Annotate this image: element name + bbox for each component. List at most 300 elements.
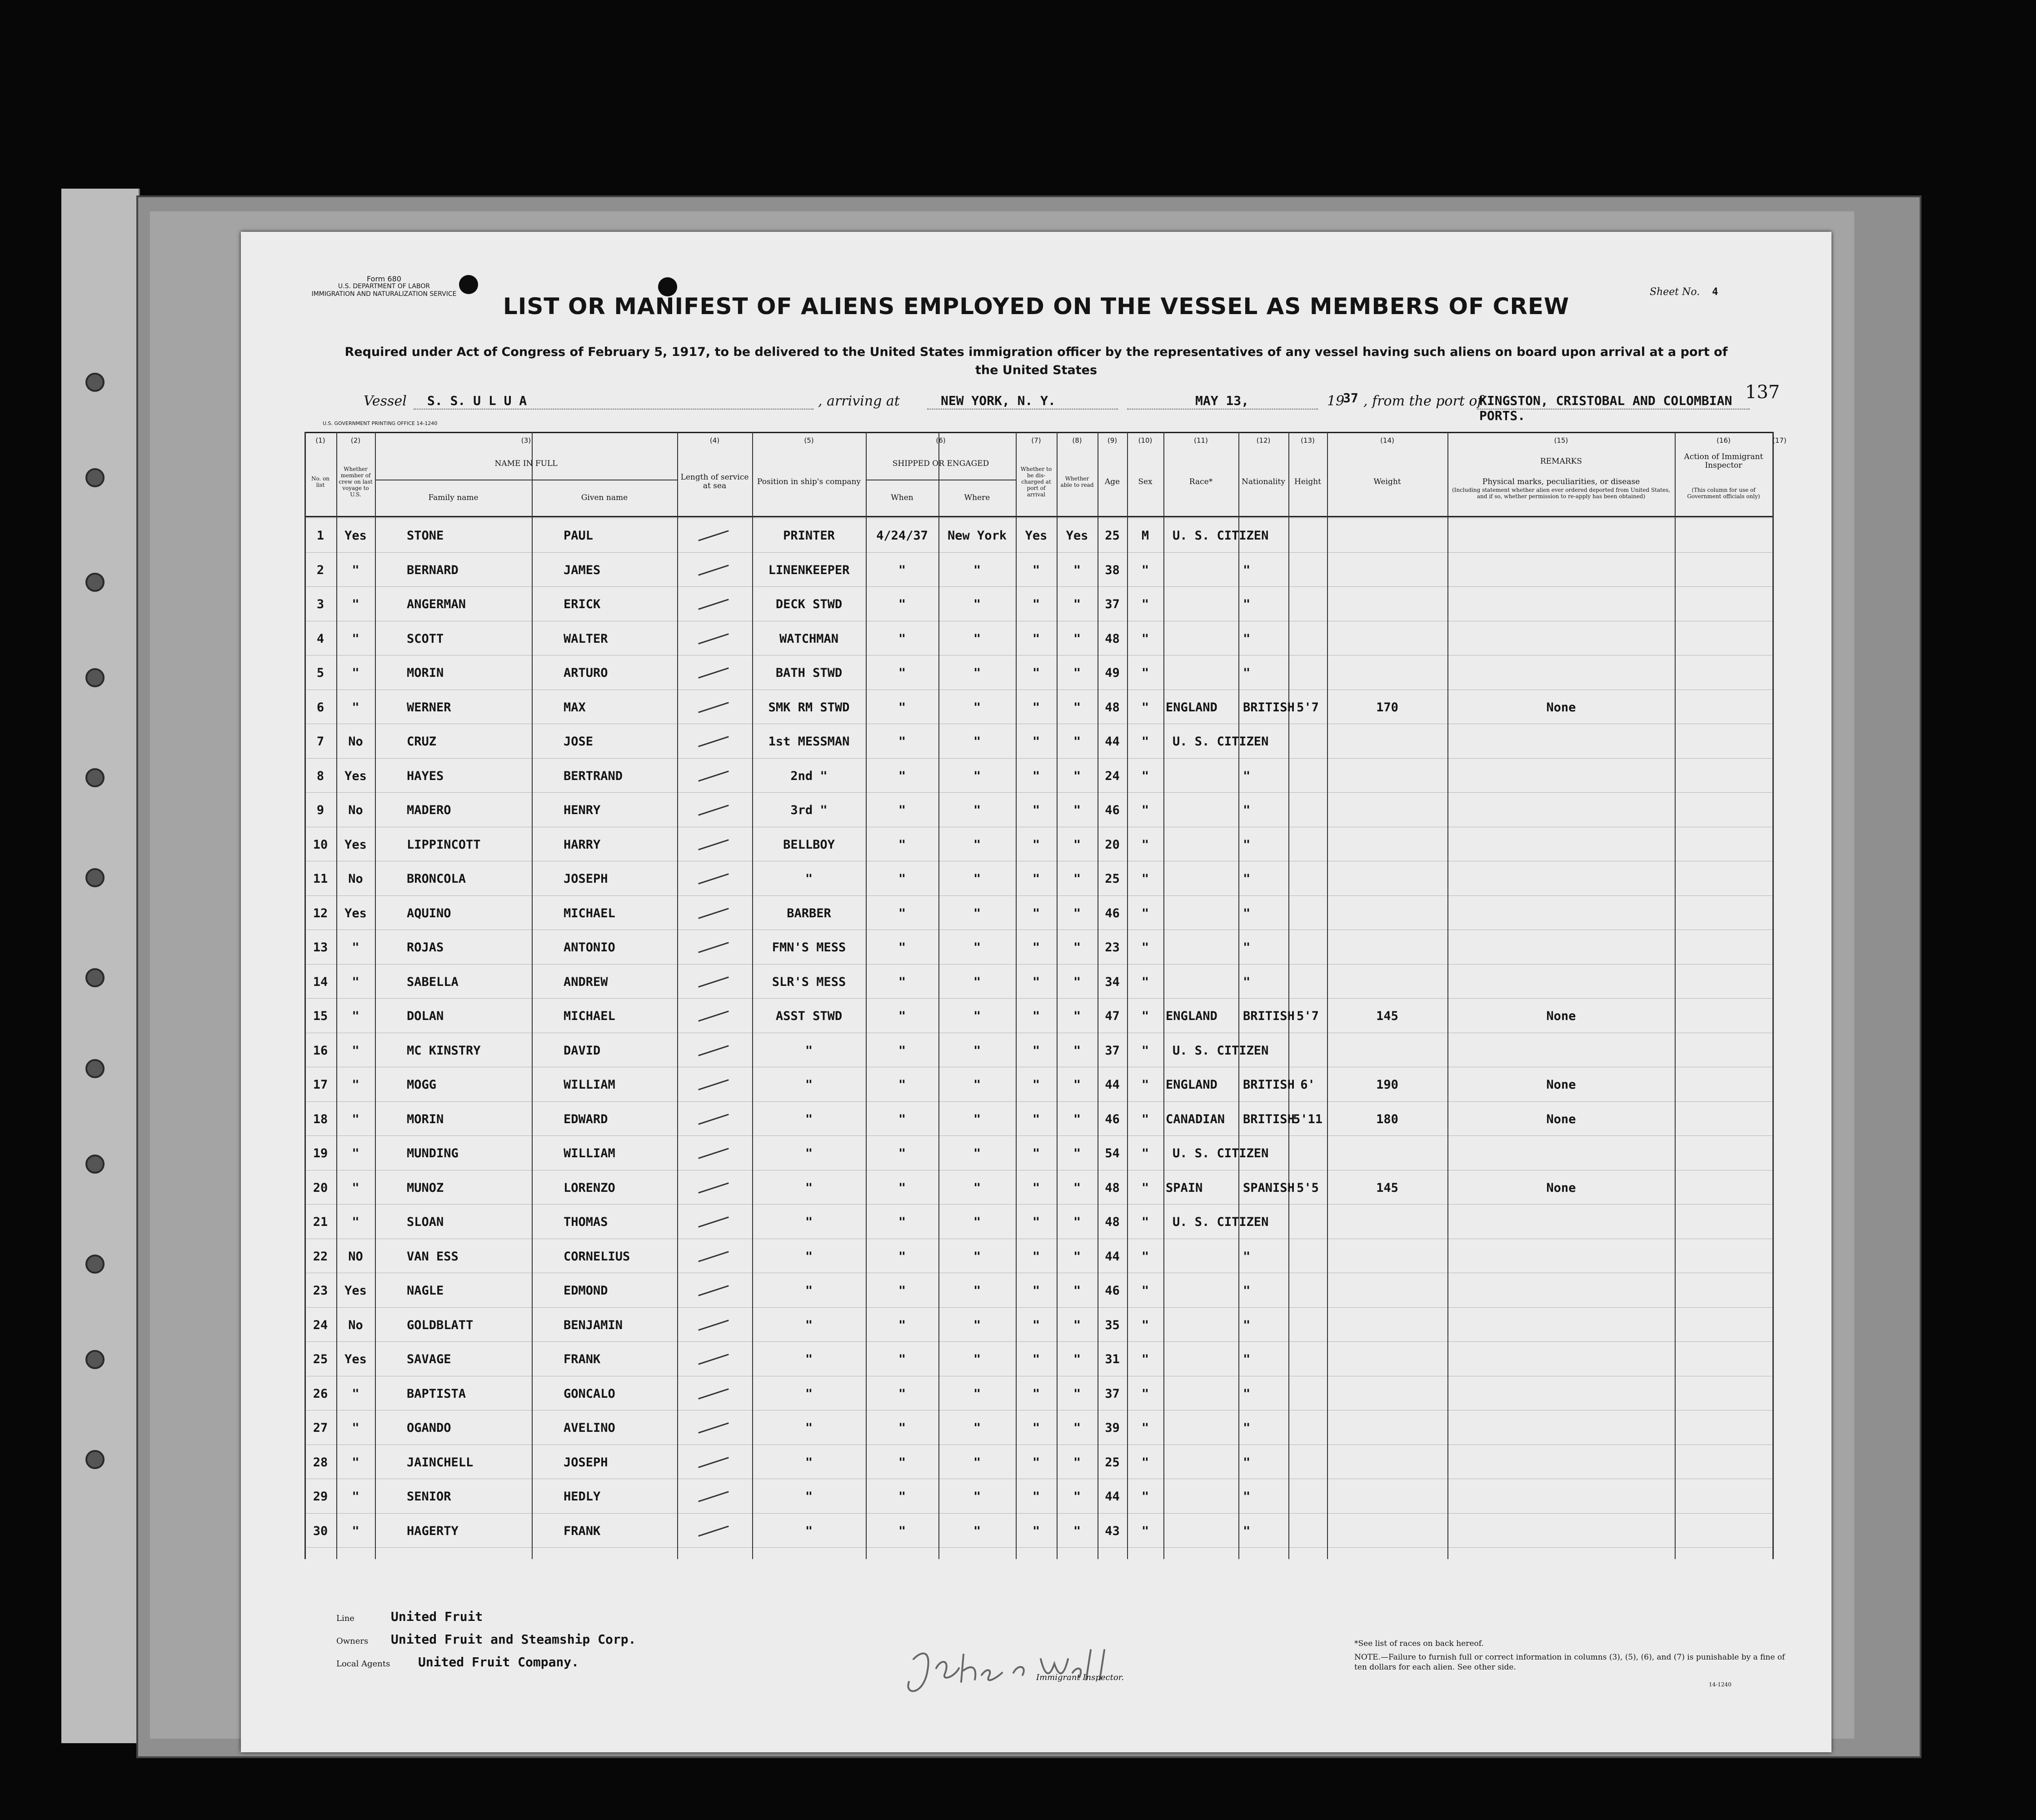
nationality: "	[1243, 563, 1251, 577]
nationality: "	[1243, 940, 1251, 955]
family-name: SCOTT	[407, 631, 444, 646]
row-number: 23	[313, 1284, 328, 1298]
family-name: MUNOZ	[407, 1180, 444, 1195]
crew-table: (1) (2) (3) (4) (5) (6) (7) (8) (9) (10) (11) (12) (13) (14) (15) (16) (17) No. on list Whether member of crew on last voyage to U.S. NAME IN FULL Family name Given name Length of service at sea Position in ship's company SHIPPED OR ENGAGED When Where Whether to be dis-charged at port of arrival Whether able to read Age Sex Race* Nationality Height Weight Physical marks, peculiarities, or disease REMARKS (Including statement whether alien ever ordered deported from United States, and if so, whether permission to re-apply has been obtained) Action of Immigrant Inspector (This column for use of Government officials only) 1 Yes STONE PAUL PRINTER 4/24/37 New York Yes Yes 25 M U. S. CITIZEN 2 " BERNARD JAMES LINENKEEPER " " " " 38 " " 3 " ANGERMAN ERICK DECK STWD " " " " 37 " " 4 " SCOTT WALTER WATCHMAN " " " " 48 " " 5 " MORIN ARTURO BATH STWD " " " " 49 " " 6 " WERNER MAX SMK RM STWD " " " " 48 " ENGLAND BRITISH 5'7 170 None 7 No CRUZ JOSE 1st MESSMAN " " " " 44 " U. S. CITIZEN 8 Yes HAYES BERTRAND 2nd " " " " " 24 " " 9 No MADERO HENRY 3rd " " " " " 46 " " 10 Yes LIPPINCOTT HARRY BELLBOY " " " " 20 " " 11 No BRONCOLA JOSEPH " " " " " 25 " " 12 Yes AQUINO MICHAEL BARBER " " " " 46 " " 13 " ROJAS ANTONIO FMN'S MESS " " " " 23 " " 14 " SABELLA ANDREW SLR'S MESS " " " " 34 " " 15 " DOLAN MICHAEL ASST STWD " " " " 47 " ENGLAND BRITISH 5'7 145 None 16 " MC KINSTRY DAVID " " " " " 37 " U. S. CITIZEN 17 " MOGG WILLIAM " " " " " 44 " ENGLAND BRITISH 6' 190 None 18 " MORIN EDWARD " " " " " 46 " CANADIAN BRITISH 5'11 180 None 19 " MUNDING WILLIAM " " " " " 54 " U. S. CITIZEN 20 " MUNOZ LORENZO " " " " " 48 " SPAIN SPANISH 5'5 145 None 21 " SLOAN THOMAS " " " " " 48 " U. S. CITIZEN 22 NO VAN ESS CORNELIUS " " " " " 44 " " 23 Yes NAGLE EDMOND " " " " " 46 " " 24 No GOLDBLATT BENJAMIN " " " " " 35 " " 25 Yes SAVAGE FRANK " " " " " 31 " " 26 " BAPTISTA GONCALO " " " " " 37 " " 27 " OGANDO AVELINO " " " " " 39 " " 28 " JAINCHELL JOSEPH " " " " " 25 " " 29 " SENIOR HEDLY " " " " " 44 " " 30 " HAGERTY FRANK " " " " " 43 " "	[304, 432, 1772, 1591]
age: 47	[1105, 1009, 1120, 1023]
column-number: (14)	[1380, 436, 1394, 445]
family-name: MOGG	[407, 1078, 437, 1092]
nationality: "	[1243, 1490, 1251, 1504]
able-to-read: "	[1073, 1009, 1081, 1023]
manifest-sheet	[241, 232, 1831, 1752]
nationality: U. S. CITIZEN	[1173, 529, 1269, 543]
shipped-when: "	[898, 631, 906, 646]
position: 3rd "	[790, 803, 828, 817]
family-name: SENIOR	[407, 1490, 451, 1504]
column-number: (4)	[709, 436, 720, 445]
header-race: Race*	[1189, 477, 1213, 486]
race: CANADIAN	[1166, 1112, 1225, 1126]
row-number: 3	[316, 597, 324, 611]
row-number: 14	[313, 975, 328, 989]
discharged: "	[1032, 1318, 1040, 1332]
shipped-when: "	[898, 1352, 906, 1366]
position: BARBER	[787, 906, 831, 920]
sex: "	[1141, 1112, 1149, 1126]
nationality: U. S. CITIZEN	[1173, 735, 1269, 749]
previous-voyage: "	[352, 1078, 359, 1092]
age: 34	[1105, 975, 1120, 989]
given-name: WALTER	[564, 631, 608, 646]
family-name: VAN ESS	[407, 1249, 459, 1264]
nationality: "	[1243, 1249, 1251, 1264]
shipped-when: "	[898, 940, 906, 955]
given-name: ANDREW	[564, 975, 608, 989]
position: "	[805, 1386, 813, 1401]
previous-voyage: "	[352, 1146, 359, 1160]
column-number: (12)	[1256, 436, 1271, 445]
header-previous-voyage: Whether member of crew on last voyage to U.S.	[339, 466, 373, 498]
table-top-rule	[304, 432, 1772, 433]
shipped-when: "	[898, 735, 906, 749]
header-sex: Sex	[1138, 477, 1153, 486]
age: 37	[1105, 597, 1120, 611]
previous-voyage: "	[352, 940, 359, 955]
header-physical-marks: Physical marks, peculiarities, or disease	[1482, 477, 1640, 486]
inspector-caption: Immigrant Inspector.	[1036, 1673, 1124, 1682]
weight: 180	[1376, 1112, 1398, 1126]
discharged: "	[1032, 1112, 1040, 1126]
shipped-when: "	[898, 1249, 906, 1264]
discharged: "	[1032, 1009, 1040, 1023]
previous-voyage: "	[352, 700, 359, 715]
form-number: Form 680	[367, 275, 401, 283]
shipped-when: "	[898, 1455, 906, 1470]
previous-voyage: "	[352, 563, 359, 577]
header-discharged: Whether to be dis-charged at port of arrival	[1020, 466, 1052, 498]
family-name: ANGERMAN	[407, 597, 466, 611]
shipped-where: "	[973, 803, 981, 817]
given-name: BERTRAND	[564, 769, 623, 783]
vessel-label: Vessel	[364, 393, 407, 409]
discharged: "	[1032, 1249, 1040, 1264]
given-name: WILLIAM	[564, 1146, 615, 1160]
able-to-read: "	[1073, 700, 1081, 715]
family-name: WERNER	[407, 700, 451, 715]
year-prefix: 19	[1327, 393, 1345, 409]
shipped-where: "	[973, 1078, 981, 1092]
year-suffix: 37	[1343, 390, 1358, 405]
position: "	[805, 1215, 813, 1229]
able-to-read: "	[1073, 563, 1081, 577]
row-number: 17	[313, 1078, 328, 1092]
age: 48	[1105, 1180, 1120, 1195]
age: 49	[1105, 666, 1120, 680]
inspector-signature	[895, 1632, 1132, 1709]
from-label: , from the port of	[1363, 393, 1482, 409]
age: 25	[1105, 529, 1120, 543]
binder-hole	[85, 668, 105, 687]
discharged: "	[1032, 1043, 1040, 1058]
height: 5'11	[1292, 1112, 1323, 1126]
able-to-read: "	[1073, 1352, 1081, 1366]
position: "	[805, 1112, 813, 1126]
position: 2nd "	[790, 769, 828, 783]
binder-hole	[85, 968, 105, 987]
sex: "	[1141, 563, 1149, 577]
family-name: LIPPINCOTT	[407, 837, 481, 852]
sex: "	[1141, 1284, 1149, 1298]
shipped-when: "	[898, 1421, 906, 1435]
owners-label: Owners	[336, 1636, 369, 1646]
shipped-when: "	[898, 769, 906, 783]
previous-voyage: No	[348, 803, 363, 817]
sex: "	[1141, 803, 1149, 817]
position: "	[805, 1490, 813, 1504]
given-name: ERICK	[564, 597, 601, 611]
given-name: JOSE	[564, 735, 594, 749]
sex: "	[1141, 1490, 1149, 1504]
age: 38	[1105, 563, 1120, 577]
shipped-when: "	[898, 666, 906, 680]
page-number: 137	[1745, 382, 1780, 403]
sex: "	[1141, 975, 1149, 989]
age: 20	[1105, 837, 1120, 852]
previous-voyage: "	[352, 1524, 359, 1538]
shipped-when: "	[898, 1043, 906, 1058]
discharged: "	[1032, 1421, 1040, 1435]
row-number: 10	[313, 837, 328, 852]
family-name: MC KINSTRY	[407, 1043, 481, 1058]
column-number: (11)	[1194, 436, 1208, 445]
shipped-where: "	[973, 1009, 981, 1023]
column-number: (7)	[1031, 436, 1041, 445]
position: WATCHMAN	[779, 631, 839, 646]
shipped-where: "	[973, 1249, 981, 1264]
previous-voyage: "	[352, 975, 359, 989]
column-number: (6)	[936, 436, 946, 445]
arriving-port: NEW YORK, N. Y.	[941, 393, 1056, 408]
able-to-read: "	[1073, 1180, 1081, 1195]
family-name: STONE	[407, 529, 444, 543]
given-name: CORNELIUS	[564, 1249, 630, 1264]
sex: "	[1141, 872, 1149, 886]
header-remarks: REMARKS	[1540, 456, 1582, 466]
binder-hole	[85, 1450, 105, 1469]
age: 44	[1105, 1249, 1120, 1264]
previous-voyage: "	[352, 1180, 359, 1195]
row-number: 13	[313, 940, 328, 955]
family-name: HAGERTY	[407, 1524, 459, 1538]
able-to-read: "	[1073, 1215, 1081, 1229]
row-number: 22	[313, 1249, 328, 1264]
discharged: "	[1032, 1490, 1040, 1504]
previous-voyage: No	[348, 872, 363, 886]
shipped-when: "	[898, 1078, 906, 1092]
family-name: BERNARD	[407, 563, 459, 577]
discharged: "	[1032, 872, 1040, 886]
position: FMN'S MESS	[772, 940, 846, 955]
line-label: Line	[336, 1614, 354, 1623]
sex: "	[1141, 1455, 1149, 1470]
discharged: "	[1032, 1284, 1040, 1298]
nationality: "	[1243, 1284, 1251, 1298]
position: SLR'S MESS	[772, 975, 846, 989]
previous-voyage: "	[352, 631, 359, 646]
nationality: BRITISH	[1243, 1078, 1295, 1092]
previous-voyage: "	[352, 1455, 359, 1470]
given-name: JOSEPH	[564, 872, 608, 886]
shipped-when: "	[898, 837, 906, 852]
sex: "	[1141, 631, 1149, 646]
family-name: JAINCHELL	[407, 1455, 474, 1470]
position: SMK RM STWD	[768, 700, 850, 715]
family-name: MUNDING	[407, 1146, 459, 1160]
age: 46	[1105, 906, 1120, 920]
given-name: HEDLY	[564, 1490, 601, 1504]
shipped-when: "	[898, 906, 906, 920]
previous-voyage: Yes	[344, 1284, 367, 1298]
header-name-in-full: NAME IN FULL	[494, 459, 558, 468]
header-position: Position in ship's company	[757, 477, 861, 486]
binder-hole	[85, 468, 105, 487]
age: 48	[1105, 1215, 1120, 1229]
previous-voyage: Yes	[344, 1352, 367, 1366]
age: 39	[1105, 1421, 1120, 1435]
row-number: 26	[313, 1386, 328, 1401]
shipped-where: "	[973, 1180, 981, 1195]
page-subtitle: Required under Act of Congress of February 5, 1917, to be delivered to the United States immigration officer by the representatives of any vessel having such aliens on board upon arrival at a port of the United States	[344, 345, 1728, 377]
position: "	[805, 1455, 813, 1470]
discharged: "	[1032, 1180, 1040, 1195]
age: 23	[1105, 940, 1120, 955]
given-name: EDWARD	[564, 1112, 608, 1126]
discharged: "	[1032, 837, 1040, 852]
shipped-where: "	[973, 1421, 981, 1435]
shipped-when: "	[898, 597, 906, 611]
able-to-read: "	[1073, 597, 1081, 611]
height: 5'5	[1297, 1180, 1319, 1195]
given-name: PAUL	[564, 529, 594, 543]
binder-strip	[61, 189, 140, 1743]
previous-voyage: Yes	[344, 529, 367, 543]
row-number: 2	[316, 563, 324, 577]
shipped-where: New York	[947, 529, 1007, 543]
nationality: BRITISH	[1243, 1112, 1295, 1126]
shipped-where: "	[973, 1318, 981, 1332]
family-name: SAVAGE	[407, 1352, 451, 1366]
discharged: "	[1032, 940, 1040, 955]
family-name: ROJAS	[407, 940, 444, 955]
given-name: HENRY	[564, 803, 601, 817]
shipped-where: "	[973, 1386, 981, 1401]
binder-hole	[85, 373, 105, 392]
discharged: "	[1032, 1352, 1040, 1366]
able-to-read: "	[1073, 735, 1081, 749]
form-code: 14-1240	[1709, 1681, 1732, 1688]
position: BATH STWD	[775, 666, 843, 680]
able-to-read: "	[1073, 631, 1081, 646]
able-to-read: "	[1073, 837, 1081, 852]
nationality: "	[1243, 872, 1251, 886]
arrival-date: MAY 13,	[1195, 393, 1249, 408]
header-when: When	[891, 493, 913, 502]
height: 5'7	[1297, 700, 1319, 715]
discharged: "	[1032, 700, 1040, 715]
header-action-note: (This column for use of Government officials only)	[1687, 487, 1760, 500]
column-number: (10)	[1138, 436, 1153, 445]
physical-marks: None	[1546, 1009, 1576, 1023]
able-to-read: Yes	[1066, 529, 1088, 543]
previous-voyage: Yes	[344, 769, 367, 783]
shipped-where: "	[973, 872, 981, 886]
nationality: BRITISH	[1243, 1009, 1295, 1023]
nationality: "	[1243, 597, 1251, 611]
able-to-read: "	[1073, 769, 1081, 783]
age: 35	[1105, 1318, 1120, 1332]
family-name: GOLDBLATT	[407, 1318, 474, 1332]
position: "	[805, 1043, 813, 1058]
position: "	[805, 1180, 813, 1195]
sex: "	[1141, 1524, 1149, 1538]
previous-voyage: No	[348, 1318, 363, 1332]
discharged: "	[1032, 1386, 1040, 1401]
sex: "	[1141, 1386, 1149, 1401]
shipped-when: "	[898, 1009, 906, 1023]
age: 43	[1105, 1524, 1120, 1538]
family-name: HAYES	[407, 769, 444, 783]
shipped-where: "	[973, 1112, 981, 1126]
column-number: (2)	[350, 436, 361, 445]
sheet-number-value: 4	[1712, 286, 1718, 298]
given-name: GONCALO	[564, 1386, 615, 1401]
shipped-when: 4/24/37	[876, 529, 928, 543]
sex: "	[1141, 906, 1149, 920]
age: 48	[1105, 631, 1120, 646]
sex: "	[1141, 1078, 1149, 1092]
form-service: IMMIGRATION AND NATURALIZATION SERVICE	[311, 290, 457, 298]
nationality: "	[1243, 975, 1251, 989]
header-weight: Weight	[1373, 477, 1401, 486]
shipped-where: "	[973, 666, 981, 680]
weight: 190	[1376, 1078, 1398, 1092]
sex: "	[1141, 837, 1149, 852]
family-name: OGANDO	[407, 1421, 451, 1435]
column-number: (3)	[521, 436, 531, 445]
binder-hole	[85, 1155, 105, 1174]
previous-voyage: "	[352, 1112, 359, 1126]
column-number: (9)	[1107, 436, 1118, 445]
line-value: United Fruit	[391, 1609, 483, 1624]
row-number: 30	[313, 1524, 328, 1538]
given-name: LORENZO	[564, 1180, 615, 1195]
height: 5'7	[1297, 1009, 1319, 1023]
shipped-when: "	[898, 1318, 906, 1332]
family-name: MADERO	[407, 803, 451, 817]
able-to-read: "	[1073, 1318, 1081, 1332]
shipped-when: "	[898, 1386, 906, 1401]
shipped-where: "	[973, 769, 981, 783]
nationality: BRITISH	[1243, 700, 1295, 715]
header-family-name: Family name	[428, 493, 479, 502]
shipped-where: "	[973, 837, 981, 852]
row-number: 8	[316, 769, 324, 783]
column-number: (16)	[1717, 436, 1731, 445]
previous-voyage: NO	[348, 1249, 363, 1264]
given-name: EDMOND	[564, 1284, 608, 1298]
nationality: "	[1243, 666, 1251, 680]
given-name: MICHAEL	[564, 1009, 615, 1023]
nationality: "	[1243, 1524, 1251, 1538]
able-to-read: "	[1073, 666, 1081, 680]
agents-label: Local Agents	[336, 1659, 390, 1669]
able-to-read: "	[1073, 1490, 1081, 1504]
given-name: FRANK	[564, 1352, 601, 1366]
discharged: "	[1032, 769, 1040, 783]
row-number: 16	[313, 1043, 328, 1058]
given-name: ANTONIO	[564, 940, 615, 955]
given-name: FRANK	[564, 1524, 601, 1538]
row-number: 4	[316, 631, 324, 646]
sex: "	[1141, 700, 1149, 715]
previous-voyage: "	[352, 1215, 359, 1229]
weight: 145	[1376, 1009, 1398, 1023]
page-title: LIST OR MANIFEST OF ALIENS EMPLOYED ON THE VESSEL AS MEMBERS OF CREW	[503, 293, 1570, 320]
physical-marks: None	[1546, 1078, 1576, 1092]
race: ENGLAND	[1166, 1078, 1218, 1092]
age: 48	[1105, 700, 1120, 715]
sex: "	[1141, 1146, 1149, 1160]
shipped-when: "	[898, 1490, 906, 1504]
sex: "	[1141, 666, 1149, 680]
shipped-where: "	[973, 1490, 981, 1504]
position: "	[805, 1249, 813, 1264]
shipped-when: "	[898, 1524, 906, 1538]
given-name: HARRY	[564, 837, 601, 852]
age: 37	[1105, 1386, 1120, 1401]
height: 6'	[1300, 1078, 1315, 1092]
able-to-read: "	[1073, 1455, 1081, 1470]
discharged: "	[1032, 563, 1040, 577]
family-name: NAGLE	[407, 1284, 444, 1298]
position: ASST STWD	[775, 1009, 843, 1023]
physical-marks: None	[1546, 1112, 1576, 1126]
age: 25	[1105, 872, 1120, 886]
nationality: "	[1243, 1386, 1251, 1401]
able-to-read: "	[1073, 1524, 1081, 1538]
previous-voyage: Yes	[344, 837, 367, 852]
nationality: "	[1243, 1318, 1251, 1332]
previous-voyage: "	[352, 1043, 359, 1058]
binder-hole	[85, 573, 105, 592]
position: "	[805, 1524, 813, 1538]
shipped-when: "	[898, 700, 906, 715]
header-action: Action of Immigrant Inspector	[1684, 452, 1763, 470]
discharged: "	[1032, 666, 1040, 680]
family-name: CRUZ	[407, 735, 437, 749]
row-number: 28	[313, 1455, 328, 1470]
header-height: Height	[1294, 477, 1321, 486]
row-number: 15	[313, 1009, 328, 1023]
shipped-when: "	[898, 1180, 906, 1195]
nationality: U. S. CITIZEN	[1173, 1043, 1269, 1058]
age: 46	[1105, 803, 1120, 817]
nationality: "	[1243, 837, 1251, 852]
position: LINENKEEPER	[768, 563, 850, 577]
header-bottom-rule	[304, 516, 1772, 517]
discharged: "	[1032, 906, 1040, 920]
given-name: BENJAMIN	[564, 1318, 623, 1332]
row-number: 29	[313, 1490, 328, 1504]
discharged: "	[1032, 1215, 1040, 1229]
